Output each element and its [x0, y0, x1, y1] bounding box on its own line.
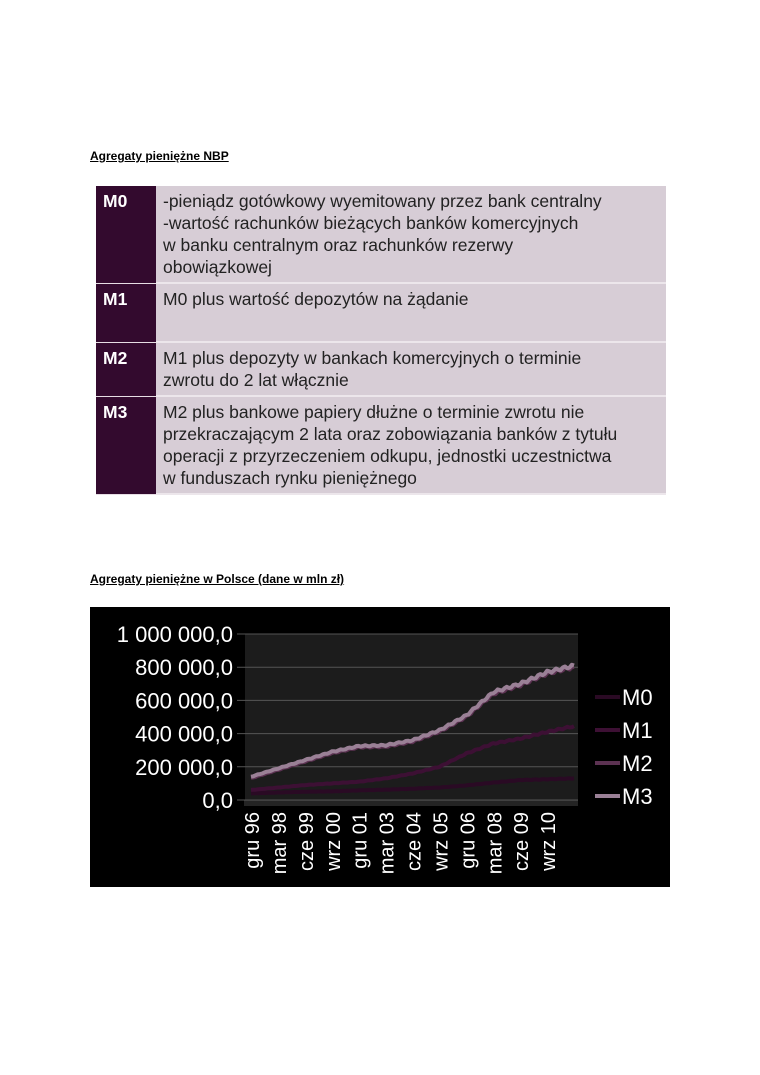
- x-tick-label: wrz 05: [430, 812, 453, 871]
- table-row: [96, 396, 666, 494]
- x-tick-label: cze 04: [403, 812, 426, 871]
- row-key: M2: [96, 342, 156, 396]
- row-key: M0: [96, 186, 156, 283]
- table-row: [96, 342, 666, 396]
- row-description: M0 plus wartość depozytów na żądanie: [156, 283, 666, 342]
- x-tick-label: gru 01: [349, 812, 372, 869]
- chart-heading: Agregaty pieniężne w Polsce (dane w mln zł): [90, 572, 345, 586]
- x-tick-label: wrz 00: [322, 812, 345, 871]
- x-tick-label: gru 96: [242, 812, 264, 869]
- row-description: M1 plus depozyty w bankach komercyjnych o terminie zwrotu do 2 lat włącznie: [156, 342, 666, 396]
- y-tick-label: 400 000,0: [135, 721, 233, 747]
- x-tick-label: cze 09: [511, 812, 534, 871]
- legend-label: M1: [622, 718, 653, 743]
- y-tick-label: 1 000 000,0: [116, 622, 233, 647]
- x-tick-label: cze 99: [295, 812, 318, 871]
- y-tick-label: 800 000,0: [135, 655, 233, 681]
- chart-svg: [90, 607, 670, 887]
- money-aggregates-chart: [90, 607, 670, 887]
- y-tick-label: 600 000,0: [135, 688, 233, 714]
- x-tick-label: gru 06: [457, 812, 480, 869]
- x-tick-label: wrz 10: [538, 812, 561, 871]
- row-key: M1: [96, 283, 156, 342]
- y-tick-label: 0,0: [202, 788, 233, 813]
- x-tick-label: mar 03: [376, 812, 399, 875]
- table-row: [96, 283, 666, 342]
- legend-label: M2: [622, 751, 653, 776]
- row-description: -pieniądz gotówkowy wyemitowany przez bank centralny -wartość rachunków bieżących banków komercyjnych w banku centralnym oraz rachunków rezerwy obowiązkowej: [156, 186, 666, 283]
- x-tick-label: mar 98: [268, 812, 291, 875]
- table-heading: Agregaty pieniężne NBP: [90, 149, 229, 163]
- legend-label: M3: [622, 784, 653, 809]
- table-row: [96, 186, 666, 283]
- row-description: M2 plus bankowe papiery dłużne o terminie zwrotu nie przekraczającym 2 lata oraz zobowiązania banków z tytułu operacji z przyrzeczeniem odkupu, jednostki uczestnictwa w funduszach rynku pieniężnego: [156, 396, 666, 494]
- y-tick-label: 200 000,0: [135, 754, 233, 780]
- aggregates-table: [96, 186, 666, 495]
- row-key: M3: [96, 396, 156, 494]
- legend-label: M0: [622, 685, 653, 710]
- x-tick-label: mar 08: [484, 812, 507, 875]
